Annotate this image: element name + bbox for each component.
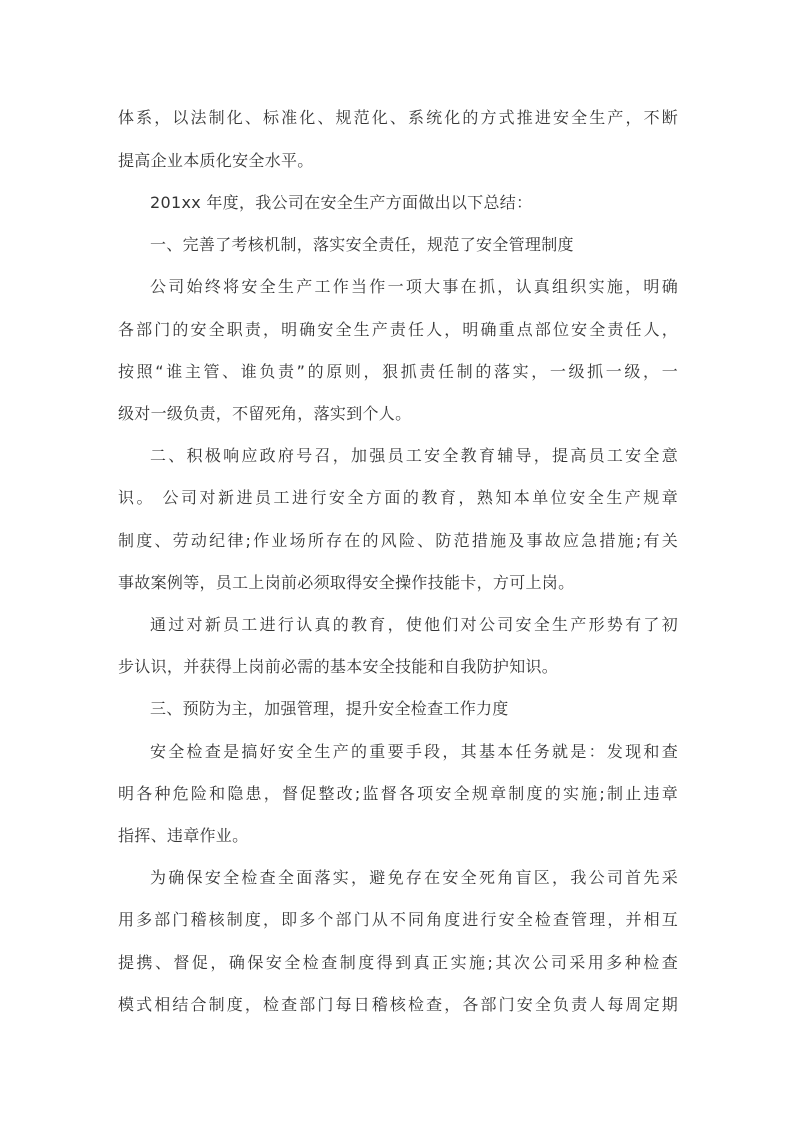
body-text-line: 指挥、违章作业。 [118, 826, 249, 845]
body-text-line: 提高企业本质化安全水平。 [118, 151, 314, 170]
body-text-line: 按照“谁主管、谁负责”的原则，狠抓责任制的落实，一级抓一级，一 [118, 362, 678, 381]
body-text-line: 通过对新员工进行认真的教育，使他们对公司安全生产形势有了初 [150, 615, 678, 634]
body-text-line: 公司始终将安全生产工作当作一项大事在抓，认真组织实施，明确 [150, 277, 678, 296]
body-text-line: 提携、督促，确保安全检查制度得到真正实施;其次公司采用多种检查 [118, 953, 678, 972]
body-text-line: 用多部门稽核制度，即多个部门从不同角度进行安全检查管理，并相互 [118, 910, 678, 929]
body-text-line: 级对一级负责，不留死角，落实到个人。 [118, 404, 412, 423]
body-text-line: 识。 公司对新进员工进行安全方面的教育，熟知本单位安全生产规章 [118, 488, 678, 507]
body-text-line: 步认识，并获得上岗前必需的基本安全技能和自我防护知识。 [118, 657, 559, 676]
body-text-line: 事故案例等，员工上岗前必须取得安全操作技能卡，方可上岗。 [118, 573, 575, 592]
section-heading: 一、完善了考核机制，落实安全责任，规范了安全管理制度 [150, 235, 574, 254]
section-heading: 二、积极响应政府号召，加强员工安全教育辅导，提高员工安全意 [150, 446, 678, 465]
body-text-line: 模式相结合制度，检查部门每日稽核检查，各部门安全负责人每周定期 [118, 995, 678, 1014]
body-text-line: 制度、劳动纪律;作业场所存在的风险、防范措施及事故应急措施;有关 [118, 531, 678, 550]
body-text-line: 体系，以法制化、标准化、规范化、系统化的方式推进安全生产，不断 [118, 108, 678, 127]
body-text-line: 明各种危险和隐患，督促整改;监督各项安全规章制度的实施;制止违章 [118, 784, 678, 803]
body-text-line: 201xx 年度，我公司在安全生产方面做出以下总结： [150, 193, 533, 212]
section-heading: 三、预防为主，加强管理，提升安全检查工作力度 [150, 699, 509, 718]
body-text-line: 为确保安全检查全面落实，避免存在安全死角盲区，我公司首先采 [150, 868, 678, 887]
body-text-line: 各部门的安全职责，明确安全生产责任人，明确重点部位安全责任人， [118, 320, 678, 339]
body-text-line: 安全检查是搞好安全生产的重要手段，其基本任务就是：发现和查 [150, 742, 678, 761]
